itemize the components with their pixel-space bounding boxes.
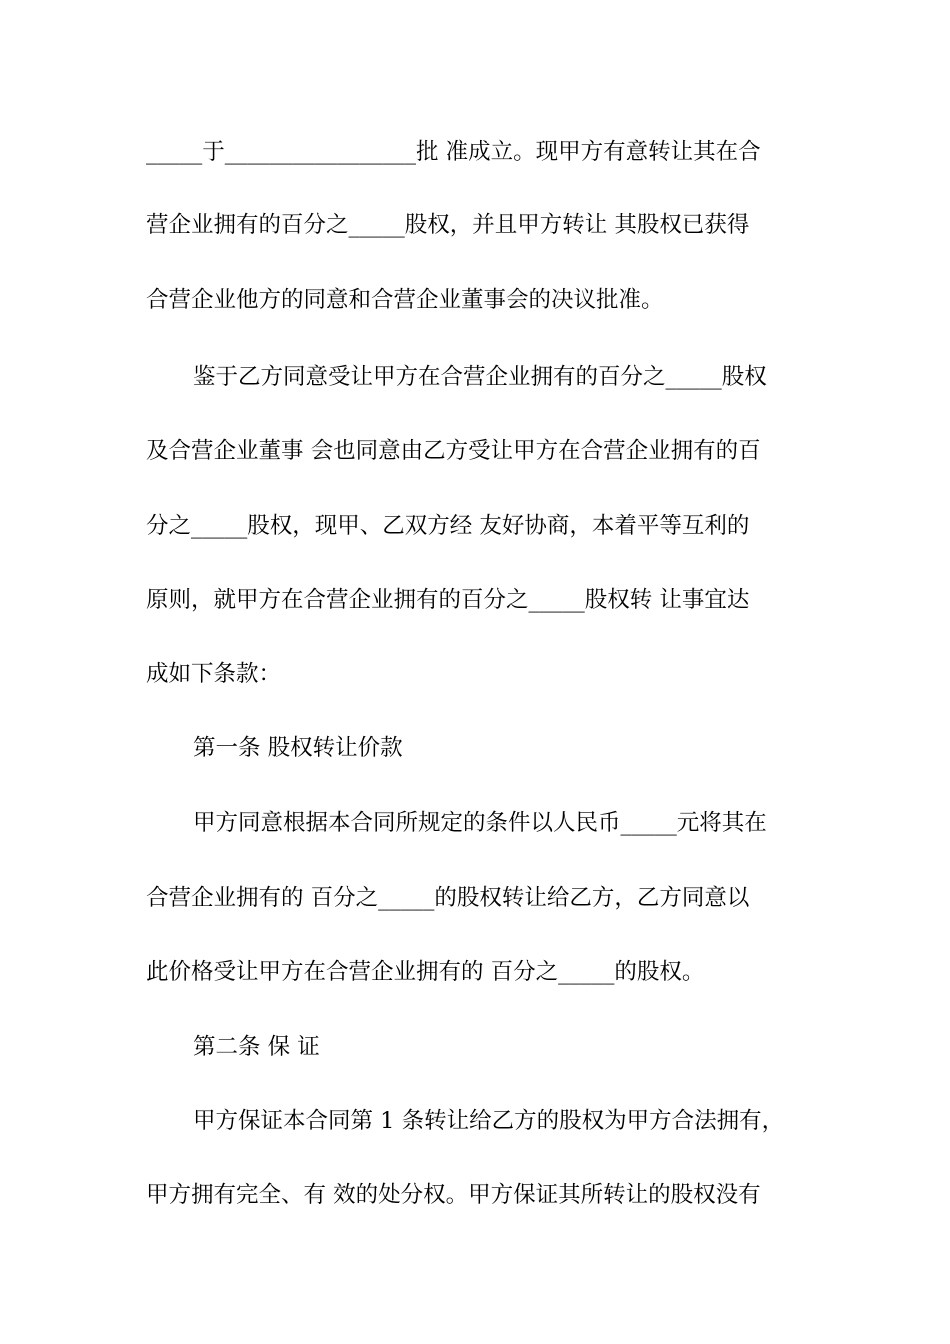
paragraph-line: 甲方同意根据本合同所规定的条件以人民币_____元将其在 bbox=[193, 810, 767, 836]
paragraph-line: _____于_________________批 准成立。现甲方有意转让其在合 bbox=[146, 139, 761, 165]
paragraph-line: 此价格受让甲方在合营企业拥有的 百分之_____的股权。 bbox=[146, 959, 705, 985]
paragraph-line: 合营企业拥有的 百分之_____的股权转让给乙方，乙方同意以 bbox=[146, 885, 750, 911]
paragraph-line: 分之_____股权，现甲、乙双方经 友好协商，本着平等互利的 bbox=[146, 513, 750, 539]
paragraph-line: 营企业拥有的百分之_____股权，并且甲方转让 其股权已获得 bbox=[146, 212, 750, 238]
paragraph-line: 甲方保证本合同第 1 条转让给乙方的股权为甲方合法拥有， bbox=[193, 1108, 785, 1134]
article-heading: 第一条 股权转让价款 bbox=[193, 735, 403, 761]
paragraph-line: 甲方拥有完全、有 效的处分权。甲方保证其所转让的股权没有 bbox=[146, 1182, 761, 1208]
paragraph-line: 合营企业他方的同意和合营企业董事会的决议批准。 bbox=[146, 287, 664, 313]
paragraph-line: 原则，就甲方在合营企业拥有的百分之_____股权转 让事宜达 bbox=[146, 587, 750, 613]
article-heading: 第二条 保 证 bbox=[193, 1034, 320, 1060]
paragraph-line: 鉴于乙方同意受让甲方在合营企业拥有的百分之_____股权 bbox=[193, 364, 767, 390]
paragraph-line: 成如下条款： bbox=[146, 661, 282, 687]
paragraph-line: 及合营企业董事 会也同意由乙方受让甲方在合营企业拥有的百 bbox=[146, 438, 761, 464]
